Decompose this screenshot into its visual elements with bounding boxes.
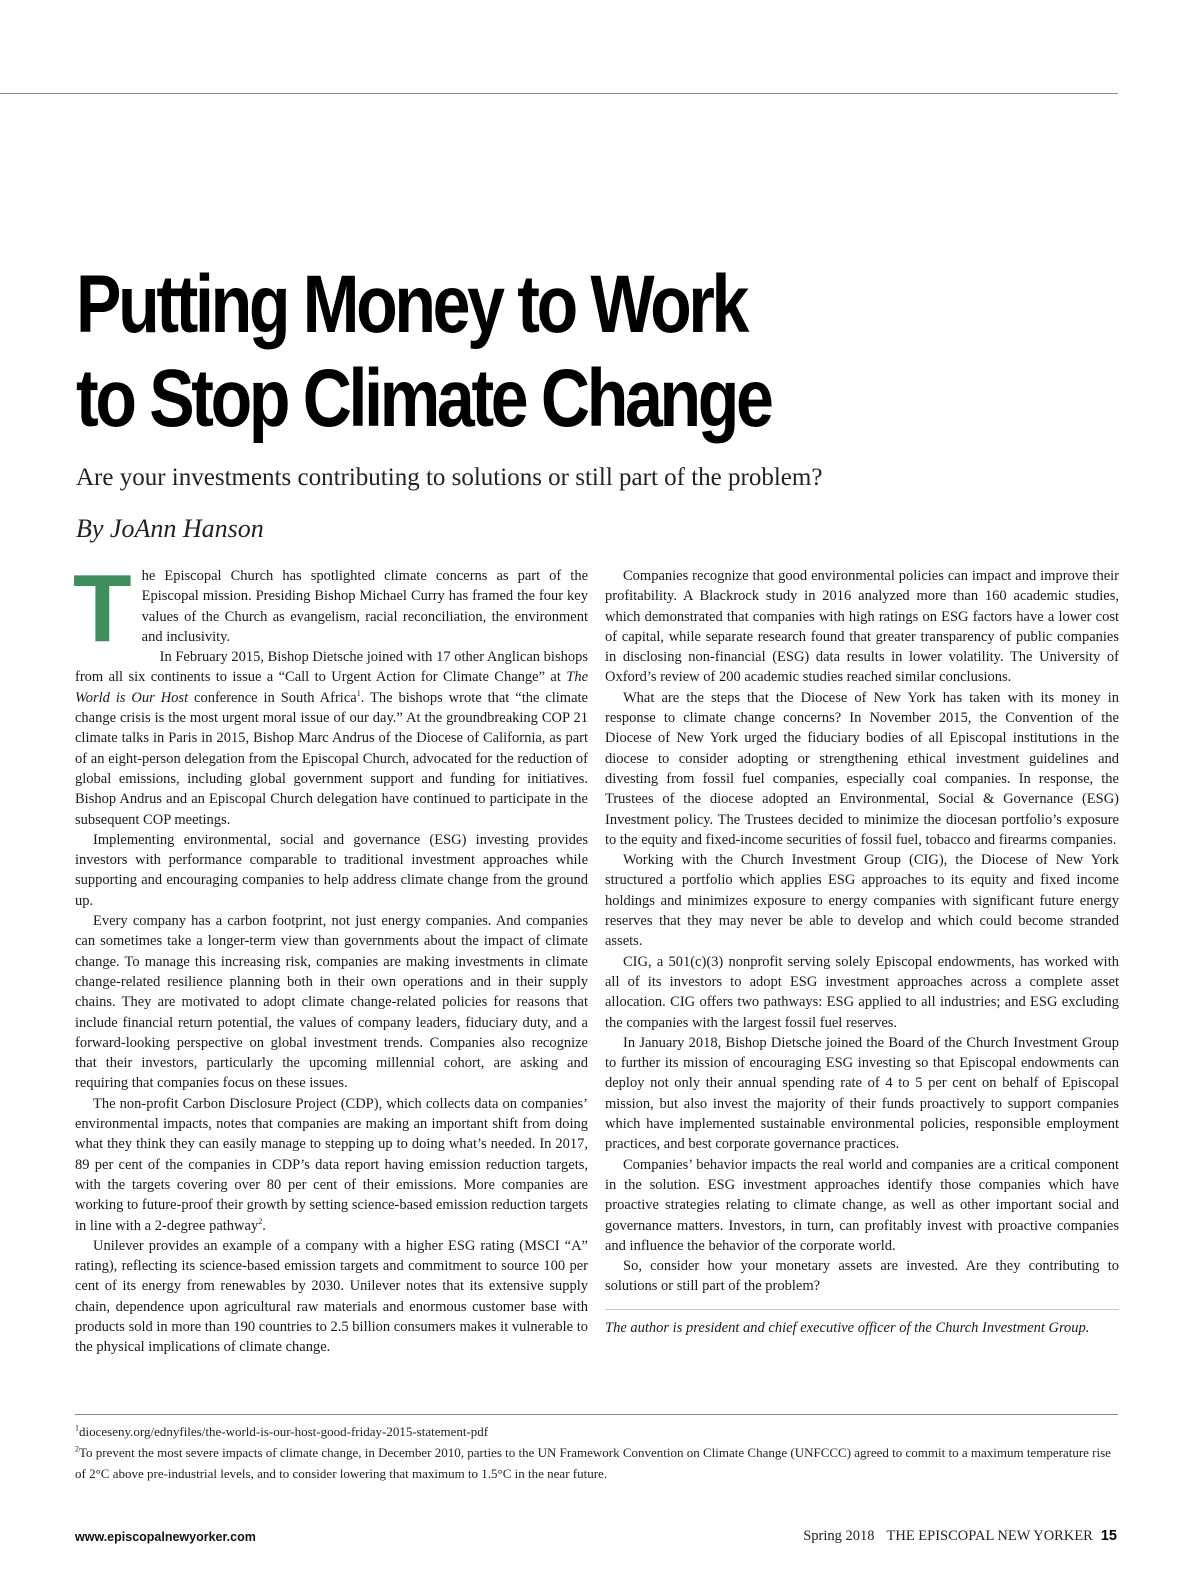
paragraph-diocese-steps: What are the steps that the Diocese of New York has taken with its money in response to climate change concerns? In November 2015, the Convention of the Diocese of New York urged the fiduciary bodies of all Episcopal institutions in the diocese to consider adopting or strengthening ethical investment guidelines and divesting from fossil fuel companies, especially coal companies. In response, the Trustees of the diocese adopted an Environmental, Social & Governance (ESG) Investment policy. The Trustees decided to minimize the diocesan portfolio’s exposure to the equity and fixed-income securities of fossil fuel, tobacco and firearms companies. — [605, 689, 1119, 848]
left-column — [73, 555, 588, 1358]
paragraph-cig-nonprofit: CIG, a 501(c)(3) nonprofit serving solely Episcopal endowments, has worked with all of its investors to adopt ESG investment approaches across a complete asset allocation. CIG offers two pathways: ESG applied to all industries; and ESG excluding the companies with the largest fossil fuel reserves. — [605, 953, 1119, 1031]
paragraph-behavior: Companies’ behavior impacts the real world and companies are a critical component in the solution. ESG investment approaches identify those companies which have proactive strategies relating to climate change, as well as other important social and governance matters. Investors, in turn, can profitably invest with proactive companies and influence the behavior of the corporate world. — [605, 1156, 1119, 1254]
paragraph-carbon-footprint: Every company has a carbon footprint, not just energy companies. And companies can sometimes take a longer-term view than governments about the impact of climate change. To manage this increasing risk, companies are making investments in climate change-related resilience planning both in their own operations and in their supply chains. They are motivated to adopt climate change-related policies for reasons that include financial return potential, the values of company leaders, fiduciary duty, and a forward-looking perspective on global investment trends. Companies also recognize that their investors, particularly the upcoming millennial cohort, are asking and requiring that companies focus on these issues. — [75, 913, 588, 1092]
article-headline — [76, 258, 771, 446]
paragraph-intro-text: he Episcopal Church has spotlighted climate concerns as part of the Episcopal mission. Presiding Bishop Michael Curry has framed the four key values of the Church as evangelism, racial reconciliation, the environment and inclusivity. — [141, 568, 588, 645]
headline-line-1: Putting Money to Work — [76, 259, 747, 350]
article-byline: By JoAnn Hanson — [76, 514, 264, 543]
conference-title: The World is Our Host — [75, 669, 588, 706]
footnotes — [75, 1421, 1118, 1484]
paragraph-cig-portfolio: Working with the Church Investment Group (CIG), the Diocese of New York structured a portfolio which applies ESG approaches to its equity and fixed income holdings and minimizes exposure to energy companies with significant future energy reserves that they may never be able to develop and which could become stranded assets. — [605, 852, 1119, 950]
paragraph-esg-intro: Implementing environmental, social and governance (ESG) investing provides investors with performance comparable to traditional investment approaches while supporting and encouraging companies to help address climate change from the ground up. — [75, 831, 588, 909]
right-column — [605, 566, 1119, 1338]
drop-cap: T — [73, 555, 132, 662]
paragraph-conclusion: So, consider how your monetary assets are invested. Are they contributing to solutions or still part of the problem? — [605, 1258, 1119, 1295]
paragraph-call-to-action — [75, 647, 588, 830]
paragraph-call-to-action-end: . The bishops wrote that “the climate change crisis is the most urgent moral issue of our day.” At the groundbreaking COP 21 climate talks in Paris in 2015, Bishop Marc Andrus of the Diocese of California, as part of an eight-person delegation from the Episcopal Church, advocated for the reduction of global emissions, including global government support and funding for initiatives. Bishop Andrus and an Episcopal Church delegation have continued to participate in the subsequent COP meetings. — [75, 689, 588, 828]
footnote-2-text: To prevent the most severe impacts of climate change, in December 2010, parties to the UN Framework Convention on Climate Change (UNFCCC) agreed to commit to a maximum temperature rise of 2°C above pre-industrial levels, and to consider lowering that maximum to 1.5°C in the near future. — [75, 1445, 1111, 1481]
paragraph-board: In January 2018, Bishop Dietsche joined the Board of the Church Investment Group to further its mission of encouraging ESG investing so that Episcopal endowments can deploy not only their annual spending rate of 4 to 5 per cent on behalf of Episcopal mission, but also invest the majority of their funds proactively to support companies which have implemented sustainable environmental policies, responsible employment practices, and best corporate governance practices. — [605, 1034, 1119, 1153]
footnote-2 — [75, 1442, 1118, 1484]
article-subtitle: Are your investments contributing to solutions or still part of the problem? — [76, 464, 823, 491]
paragraph-call-to-action-mid: conference in South Africa — [188, 689, 357, 706]
top-rule — [0, 93, 1118, 94]
paragraph-cdp-end: . — [262, 1217, 266, 1234]
footnote-ref-1: 1 — [356, 688, 361, 698]
paragraph-cdp — [75, 1094, 588, 1236]
page-number: 15 — [1100, 1528, 1117, 1544]
footnote-ref-2: 2 — [258, 1216, 263, 1226]
footnote-1 — [75, 1421, 1118, 1442]
paragraph-profitability: Companies recognize that good environmental policies can impact and improve their profitability. A Blackrock study in 2016 analyzed more than 160 academic studies, which demonstrated that companies with high ratings on ESG factors have a lower cost of capital, while separate research found that greater transparency of public companies in disclosing non-financial (ESG) data results in lower volatility. The University of Oxford’s review of 200 academic studies reached similar conclusions. — [605, 568, 1119, 686]
paragraph-call-to-action-start: In February 2015, Bishop Dietsche joined with 17 other Anglican bishops from all six continents to issue a “Call to Urgent Action for Climate Change” at — [75, 649, 588, 686]
paragraph-intro — [73, 555, 588, 662]
author-note-divider — [605, 1309, 1119, 1310]
footnote-divider — [75, 1414, 1118, 1415]
paragraph-cdp-text: The non-profit Carbon Disclosure Project (CDP), which collects data on companies’ environmental impacts, notes that companies are making an important shift from doing what they think they can easily manage to stepping up to doing what’s needed. In 2017, 89 per cent of the companies in CDP’s data report having emission reduction targets, with the targets covering over 80 per cent of their emissions. More companies are working to future-proof their growth by setting science-based emission reduction targets in line with a 2-degree pathway — [75, 1095, 588, 1234]
author-note: The author is president and chief executive officer of the Church Investment Group. — [605, 1319, 1090, 1336]
footer-website-link[interactable]: www.episcopalnewyorker.com — [75, 1530, 256, 1544]
footer-season: Spring 2018 — [803, 1528, 875, 1544]
footnote-1-mark: 1 — [75, 1423, 79, 1433]
footnote-2-mark: 2 — [75, 1444, 79, 1454]
footer-issue-info — [803, 1528, 1117, 1545]
headline-line-2: to Stop Climate Change — [76, 353, 771, 444]
footnote-1-text: dioceseny.org/ednyfiles/the-world-is-our-host-good-friday-2015-statement-pdf — [79, 1424, 489, 1439]
footer-publication: THE EPISCOPAL NEW YORKER — [886, 1528, 1093, 1544]
paragraph-unilever: Unilever provides an example of a company with a higher ESG rating (MSCI “A” rating), reflecting its science-based emission targets and commitment to source 100 per cent of its energy from renewables by 2030. Unilever notes that its extensive supply chain, dependence upon agricultural raw materials and enormous customer base with products sold in more than 190 countries to 2.5 billion consumers makes it vulnerable to the physical implications of climate change. — [75, 1237, 588, 1356]
